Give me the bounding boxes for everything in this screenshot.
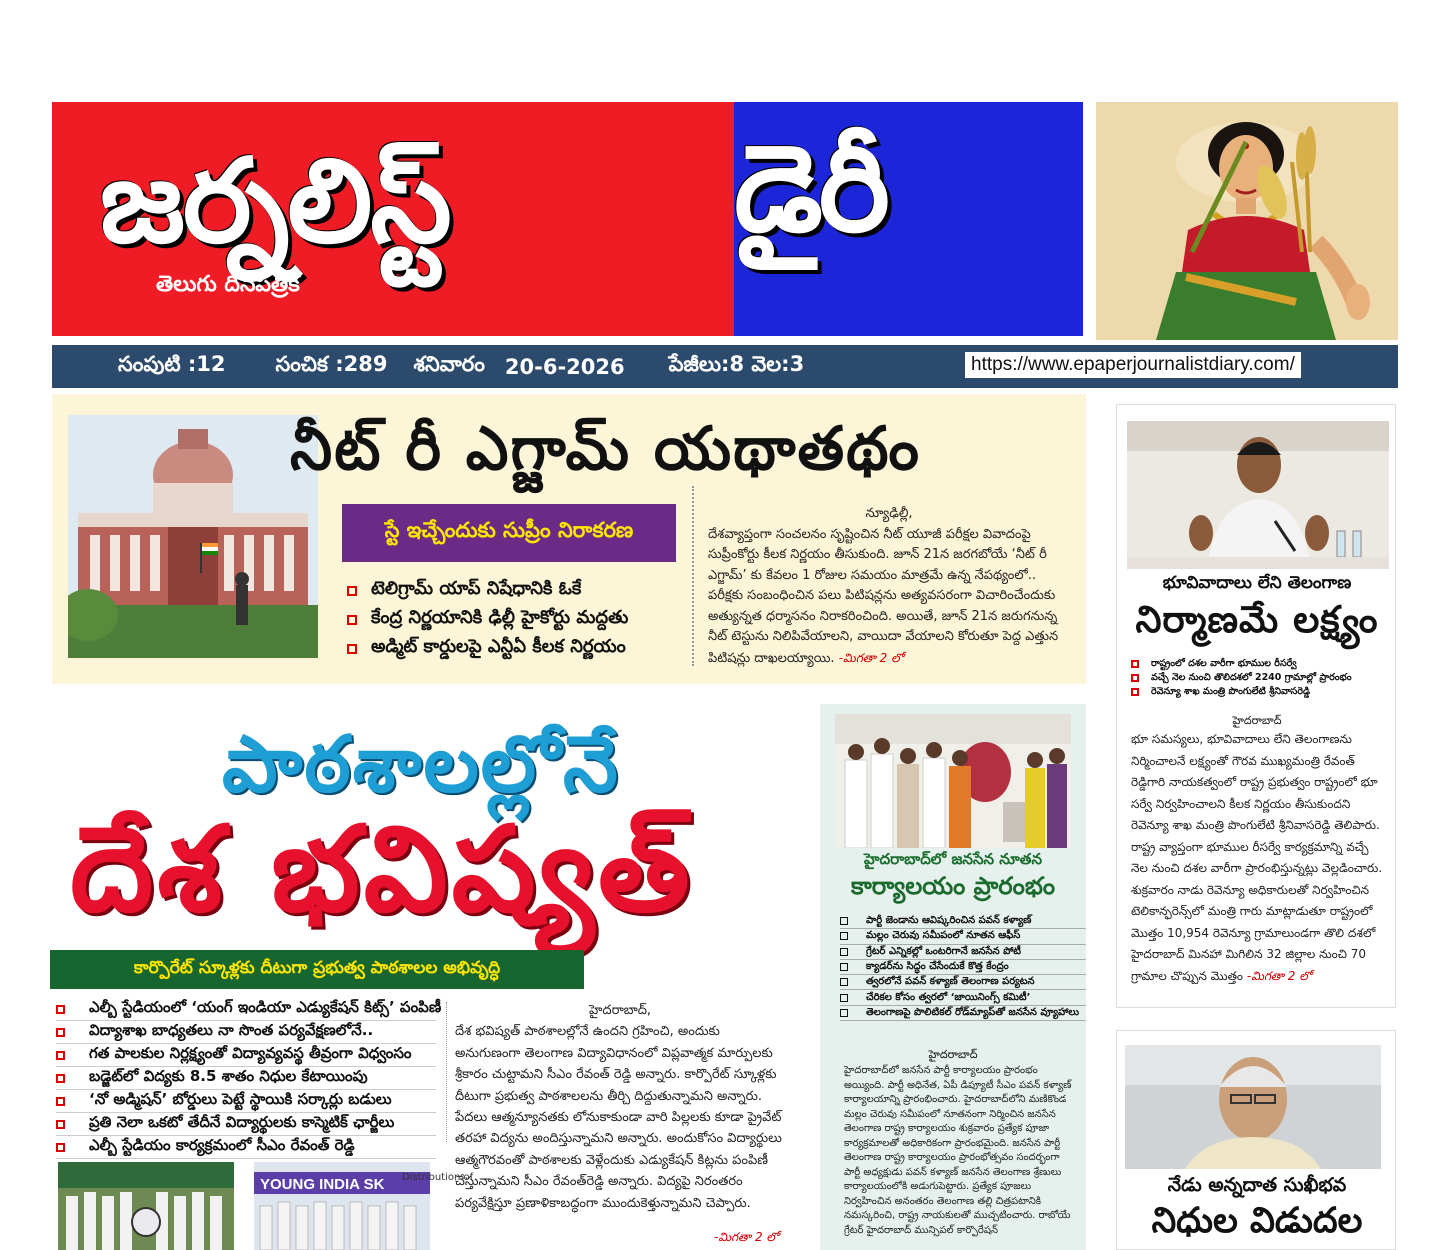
land-highlights [1131, 657, 1352, 699]
list-item [56, 1067, 436, 1090]
telangana-thalli-illustration [1096, 102, 1398, 340]
column-divider [692, 486, 694, 666]
land-article [1131, 729, 1387, 987]
edition-date: 20-6-2026 [504, 354, 625, 379]
land-headline-line2: నిర్మాణమే లక్ష్యం [1135, 598, 1379, 641]
land-resurvey-story [1116, 404, 1396, 1008]
supreme-court-photo [68, 415, 318, 658]
highlight-text: గత పాలకుల నిర్లక్ష్యంతో విద్యావ్యవస్థ తీవ్రంగా విధ్వంసం [89, 1044, 412, 1062]
revenue-minister-photo [1127, 421, 1389, 569]
continued-marker: -మిగతా 2 లో [1246, 968, 1312, 983]
weekday: శనివారం [413, 351, 485, 376]
annadata-headline-line2: నిధుల విడుదల [1151, 1201, 1363, 1241]
janasena-story [820, 704, 1086, 1250]
newspaper-tagline: తెలుగు దినపత్రిక [156, 272, 300, 297]
article-body: దేశ భవిష్యత్ పాఠశాలల్లోనే ఉందని గ్రహించి, అందుకు అనుగుణంగా తెలంగాణ విద్యావిధానంలో విప్లవాత్మక మార్పులకు శ్రీకారం చుట్టామని సీఎం రేవంత్ రెడ్డి అన్నారు. కార్పొరేట్ స్కూళ్లకు దీటుగా ప్రభుత్వ పాఠశాలలను తీర్చి దిద్దుతున్నామని అన్నారు. పేదలు ఆత్మన్యూనతకు లోనుకాకుండా వారి పిల్లలకు కూడా ప్రైవేట్ తరహా విద్యను అందిస్తున్నామని అన్నారు. అందుకోసం విద్యార్థులు ఆత్మగౌరవంతో పాఠశాలకు వెళ్లేందుకు ఎడ్యుకేషన్ కిట్లను పంపిణీ చేస్తున్నామని సీఎం రేవంత్‌రెడ్డి అన్నారు. విద్యపై నిరంతరం పర్యవేక్షిస్తూ ప్రణాళికాబద్ధంగా ముందుకెళ్తున్నామని చెప్పారు. [455, 1024, 782, 1211]
bullet-square-icon [56, 1051, 65, 1060]
column-divider [446, 1002, 447, 1142]
highlight-text: టెలిగ్రామ్ యాప్ నిషేధానికి ఓకే [371, 578, 582, 599]
newspaper-title-part1: జర్నలిస్ట్ [100, 134, 450, 269]
list-item [840, 960, 1086, 975]
schools-highlights [56, 998, 442, 1159]
photo-banner-text: YOUNG INDIA SK [260, 1176, 385, 1193]
article-body [1131, 729, 1387, 987]
list-item [347, 605, 628, 634]
list-item [347, 576, 628, 605]
list-item [840, 929, 1086, 944]
list-item [1131, 685, 1352, 699]
continued-marker: -మిగతా 2 లో [714, 1230, 779, 1244]
continued-marker: -మిగతా 2 లో [838, 650, 904, 665]
schools-headline-line2: దేశ భవిష్యత్ [70, 800, 694, 938]
neet-highlights [347, 576, 628, 663]
highlight-text: అడ్మిట్ కార్డులపై ఎన్టీఏ కీలక నిర్ణయం [371, 636, 626, 657]
list-item [840, 1006, 1086, 1021]
article-dateline: హైదరాబాద్ [928, 1048, 978, 1061]
highlight-text: ఎల్బీ స్టేడియం కార్యక్రమంలో సీఎం రేవంత్ రెడ్డి [89, 1136, 355, 1154]
bullet-square-icon [840, 917, 848, 925]
list-item [1131, 671, 1352, 685]
highlight-text: రాష్ట్రంలో దశల వారీగా భూముల రీసర్వే [1151, 657, 1297, 669]
list-item [1131, 657, 1352, 671]
list-item [840, 945, 1086, 960]
article-text: దేశవ్యాప్తంగా సంచలనం సృష్టించిన నీట్ యూజీ పరీక్షల వివాదంపై సుప్రీంకోర్టు కీలక నిర్ణయం తీసుకుంది. జూన్ 21న జరగబోయే ‘నీట్ రీ ఎగ్జామ్’ కు కేవలం 1 రోజుల సమయం మాత్రమే ఉన్న నేపథ్యంలో.. పరీక్షకు సంబంధించిన పలు పిటిషన్లను అత్యవసరంగా విచారించేందుకు అత్యున్నత ధర్మాసనం నిరాకరించింది. అయితే, జూన్ 21న జరుగనున్న నీట్ టెస్టును నిలిపివేయాలని, వాయిదా వేయాలని కోరుతూ పెద్ద ఎత్తున పిటిషన్లు దాఖలయ్యాయి. [708, 526, 1059, 666]
highlight-text: వచ్చే నెల నుంచి తొలిదశలో 2240 గ్రామాల్లో ప్రారంభం [1151, 671, 1352, 683]
edition-info-bar [52, 345, 1398, 388]
list-item [56, 1021, 436, 1044]
highlight-text: మల్లం చెరువు సమీపంలో నూతన ఆఫీస్ [866, 930, 1021, 942]
list-item [840, 914, 1086, 929]
land-headline-line1: భూవివాదాలు లేని తెలంగాణ [1162, 573, 1352, 593]
schools-banner: కార్పొరేట్ స్కూళ్లకు దీటుగా ప్రభుత్వ పాఠశాలల అభివృద్ధి [50, 950, 584, 989]
bullet-square-icon [840, 978, 848, 986]
neet-article [708, 504, 1070, 669]
article-text: భూ సమస్యలు, భూవివాదాలు లేని తెలంగాణను నిర్మించాలనే లక్ష్యంతో గౌరవ ముఖ్యమంత్రి రేవంత్ రెడ్డిగారి నాయకత్వంలో రాష్ట్ర ప్రభుత్వం రాష్ట్రంలో భూ సర్వే నిర్వహించాలని కీలక నిర్ణయం తీసుకుందని రెవెన్యూ శాఖ మంత్రి పొంగులేటి శ్రీనివాసరెడ్డి తెలిపారు. రాష్ట్ర వ్యాప్తంగా భూముల రీసర్వే కార్యక్రమాన్ని వచ్చే నెల నుంచి దశల వారీగా ప్రారంభిస్తున్నట్లు వెల్లడించారు. శుక్రవారం నాడు రెవెన్యూ అధికారులతో నిర్వహించిన టెలికాన్ఫరెన్స్‌లో మంత్రి గారు మాట్లాడుతూ రాష్ట్రంలో మొత్తం 10,954 రెవెన్యూ గ్రామాలుండగా తొలి దశలో హైదరాబాద్ మినహా మిగిలిన 32 జిల్లాల నుంచి 70 గ్రామాల చొప్పున మొత్తం [1131, 732, 1383, 983]
bullet-square-icon [347, 586, 357, 596]
janasena-highlights [840, 914, 1086, 1021]
highlight-text: విద్యాశాఖ బాధ్యతలు నా సొంత పర్యవేక్షణలోనే.. [89, 1021, 374, 1039]
neet-headline: నీట్ రీ ఎగ్జామ్ యథాతథం [290, 414, 921, 484]
janasena-headline-line1: హైదరాబాద్‌లో జనసేన నూతన [864, 850, 1042, 868]
bullet-square-icon [840, 994, 848, 1002]
volume-number: సంపుటి :12 [118, 351, 226, 376]
article-dateline: హైదరాబాద్ [1232, 714, 1282, 727]
epaper-url-link[interactable]: https://www.epaperjournalistdiary.com/ [965, 352, 1301, 378]
list-item [56, 1090, 436, 1113]
list-item [840, 975, 1086, 990]
bullet-square-icon [840, 963, 848, 971]
masthead-blue-panel [734, 102, 1083, 336]
photo-caption: Distribution of [402, 1172, 474, 1183]
list-item [56, 1113, 436, 1136]
bullet-square-icon [56, 1005, 65, 1014]
janasena-headline-line2: కార్యాలయం ప్రారంభం [850, 872, 1055, 900]
highlight-text: ‘నో అడ్మిషన్’ బోర్డులు పెట్టే స్థాయికి సర్కార్లు బడులు [89, 1090, 392, 1108]
bullet-square-icon [56, 1074, 65, 1083]
highlight-text: రెవెన్యూ శాఖ మంత్రి పొంగులేటి శ్రీనివాసరెడ్డి [1151, 685, 1310, 697]
highlight-text: త్వరలోనే పవన్ కళ్యాణ్ తెలంగాణ పర్యటన [866, 976, 1035, 988]
bullet-square-icon [56, 1097, 65, 1106]
list-item [56, 1044, 436, 1067]
bullet-square-icon [56, 1143, 65, 1152]
masthead [52, 102, 1083, 336]
bullet-square-icon [1131, 688, 1139, 696]
highlight-text: కేంద్ర నిర్ణయానికి ఢిల్లీ హైకోర్టు మద్దతు [371, 607, 629, 628]
highlight-text: ప్రతి నెలా ఒకటో తేదీనే విద్యార్థులకు కాస్మెటిక్ ఛార్జీలు [89, 1113, 395, 1131]
list-item [347, 634, 628, 663]
article-dateline: న్యూఢిల్లీ, [865, 506, 913, 521]
highlight-text: బడ్జెట్‌లో విద్యకు 8.5 శాతం నిధుల కేటాయింపు [89, 1067, 368, 1085]
schools-article [455, 1000, 785, 1214]
bullet-square-icon [840, 1009, 848, 1017]
newspaper-title-part2: డైరీ [734, 120, 886, 259]
bullet-square-icon [1131, 674, 1139, 682]
highlight-text: పార్టీ జెండాను ఆవిష్కరించిన పవన్ కళ్యాణ్ [866, 915, 1032, 927]
bullet-square-icon [56, 1028, 65, 1037]
bullet-square-icon [347, 615, 357, 625]
chief-minister-photo [1125, 1045, 1381, 1169]
highlight-text: క్యాడర్‌ను సిద్ధం చేసేందుకే కొత్త కేంద్రం [866, 961, 1009, 973]
neet-story [52, 394, 1086, 684]
pages-and-price: పేజీలు:8 వెల:3 [668, 351, 805, 376]
article-body [708, 525, 1070, 670]
bullet-square-icon [840, 932, 848, 940]
highlight-text: తెలంగాణపై పొలిటికల్ రోడ్‌మ్యాప్‌తో జనసేన వ్యూహాలు [866, 1006, 1079, 1018]
bullet-square-icon [56, 1120, 65, 1129]
bullet-square-icon [347, 644, 357, 654]
highlight-text: గ్రేటర్ ఎన్నికల్లో ఒంటరిగానే జనసేన పోటీ [866, 945, 1021, 957]
janasena-article: హైదరాబాద్‌లో జనసేన పార్టీ కార్యాలయం ప్రారంభం అయ్యింది. పార్టీ అధినేత, ఏపీ డిప్యూటీ సీఎం పవన్ కళ్యాణ్ కార్యాలయాన్ని ప్రారంభించారు. హైదరాబాద్‌లోని మణికొండ మల్లం చెరువు సమీపంలో నూతనంగా నిర్మించిన జనసేన తెలంగాణ రాష్ట్ర కార్యాలయం శుక్రవారం ప్రత్యేక పూజా కార్యక్రమాలతో అధికారికంగా ప్రారంభమైంది. జనసేన పార్టీ తెలంగాణ రాష్ట్ర కార్యాలయం ప్రారంభోత్సవం సందర్భంగా పార్టీ అధ్యక్షుడు పవన్ కళ్యాణ్ జనసేన తెలంగాణ శ్రేణులు కార్యాలయంలోకి అడుగుపెట్టారు. ప్రత్యేక పూజలు నిర్వహించిన అనంతరం తెలంగాణ తల్లి చిత్రపటానికి నమస్కరించి, రాష్ట్ర నాయకులతో ముచ్చటించారు. రాబోయే గ్రేటర్ హైదరాబాద్ మున్సిపల్ కార్పొరేషన్ [844, 1065, 1072, 1236]
neet-subheadline: స్టే ఇచ్చేందుకు సుప్రీం నిరాకరణ [342, 504, 676, 562]
janasena-office-opening-photo [835, 714, 1071, 848]
list-item [840, 990, 1086, 1005]
masthead-red-panel [52, 102, 734, 336]
list-item [56, 998, 442, 1021]
list-item [56, 1136, 436, 1159]
bullet-square-icon [1131, 660, 1139, 668]
annadata-headline-line1: నేడు అన్నదాత సుఖీభవ [1167, 1174, 1347, 1196]
issue-number: సంచిక :289 [275, 351, 388, 376]
highlight-text: ఎల్బీ స్టేడియంలో ‘యంగ్ ఇండియా ఎడ్యుకేషన్ కిట్స్’ పంపిణీ [89, 998, 442, 1016]
bullet-square-icon [840, 948, 848, 956]
highlight-text: చేరికల కోసం త్వరలో ‘జాయినింగ్స్ కమిటీ’ [866, 991, 1031, 1003]
schools-headline-line1: పాఠశాలల్లోనే [222, 720, 620, 810]
annadata-story [1116, 1030, 1396, 1250]
education-kit-event-photo [58, 1162, 234, 1250]
article-dateline: హైదరాబాద్, [588, 1003, 652, 1018]
